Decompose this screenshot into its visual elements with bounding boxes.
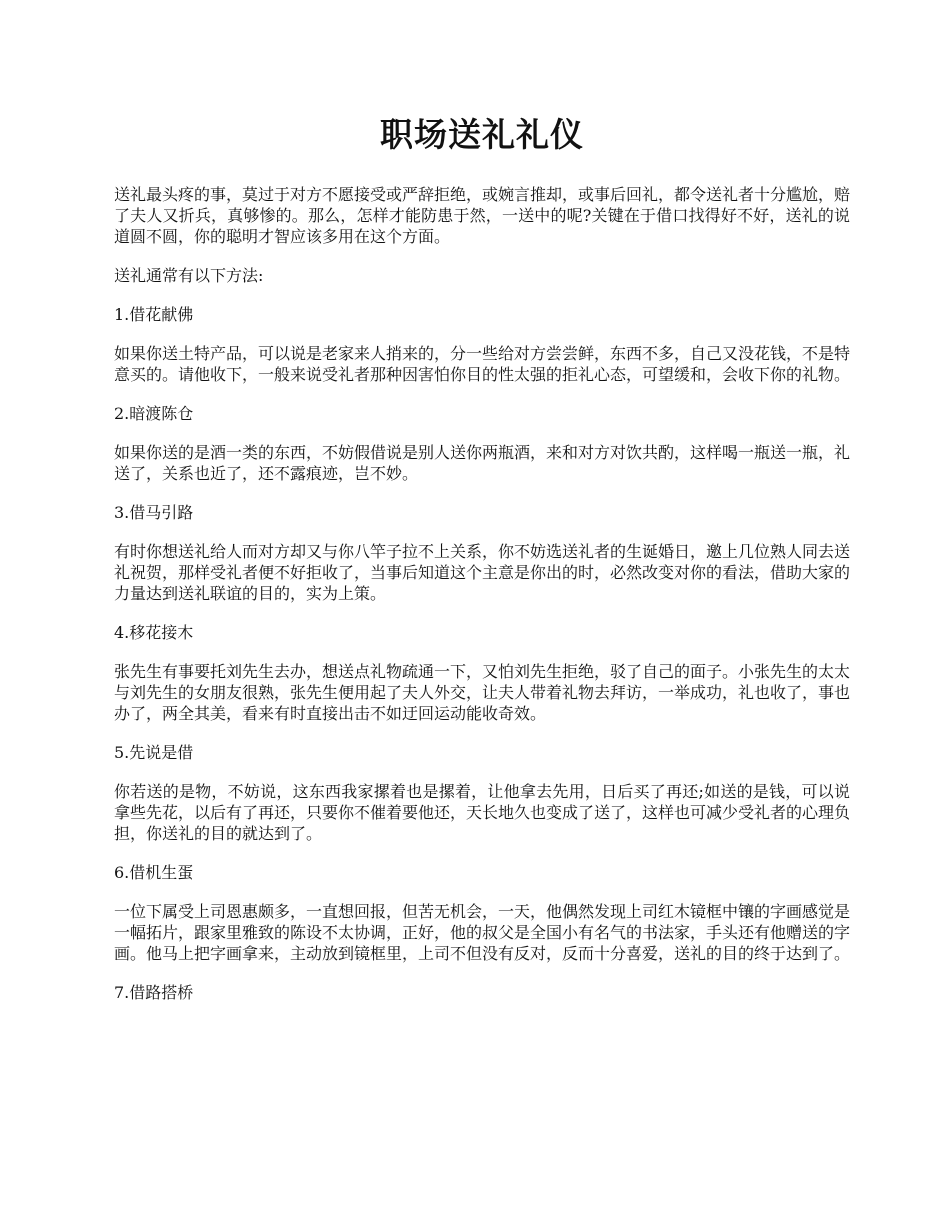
section-body: 有时你想送礼给人而对方却又与你八竿子拉不上关系，你不妨选送礼者的生诞婚日，邀上几位熟人同去送礼祝贺，那样受礼者便不好拒收了，当事后知道这个主意是你出的时，必然改变对你的看法，借助大家的力量达到送礼联谊的目的，实为上策。 bbox=[114, 542, 851, 603]
section-body: 张先生有事要托刘先生去办，想送点礼物疏通一下，又怕刘先生拒绝，驳了自己的面子。小张先生的太太与刘先生的女朋友很熟，张先生便用起了夫人外交，让夫人带着礼物去拜访，一举成功，礼也收了，事也办了，两全其美，看来有时直接出击不如迂回运动能收奇效。 bbox=[114, 662, 851, 723]
section-body: 如果你送的是酒一类的东西，不妨假借说是别人送你两瓶酒，来和对方对饮共酌，这样喝一瓶送一瓶，礼送了，关系也近了，还不露痕迹，岂不妙。 bbox=[114, 443, 851, 483]
document-title: 职场送礼礼仪 bbox=[380, 115, 584, 154]
section-heading: 6.借机生蛋 bbox=[114, 863, 194, 882]
methods-intro: 送礼通常有以下方法: bbox=[114, 266, 264, 285]
intro-paragraph: 送礼最头疼的事，莫过于对方不愿接受或严辞拒绝，或婉言推却，或事后回礼，都令送礼者十分尴尬，赔了夫人又折兵，真够惨的。那么，怎样才能防患于然，一送中的呢?关键在于借口找得好不好，送礼的说道圆不圆，你的聪明才智应该多用在这个方面。 bbox=[114, 185, 851, 246]
section-body: 你若送的是物，不妨说，这东西我家摞着也是摞着，让他拿去先用，日后买了再还;如送的是钱，可以说拿些先花，以后有了再还，只要你不催着要他还，天长地久也变成了送了，这样也可减少受礼者的心理负担，你送礼的目的就达到了。 bbox=[114, 782, 851, 843]
section-heading: 3.借马引路 bbox=[114, 503, 194, 522]
section-heading: 7.借路搭桥 bbox=[114, 983, 194, 1002]
section-body: 一位下属受上司恩惠颇多，一直想回报，但苦无机会，一天，他偶然发现上司红木镜框中镶的字画感觉是一幅拓片，跟家里雅致的陈设不太协调，正好，他的叔父是全国小有名气的书法家，手头还有他赠送的字画。他马上把字画拿来，主动放到镜框里，上司不但没有反对，反而十分喜爱，送礼的目的终于达到了。 bbox=[114, 902, 851, 963]
section-heading: 4.移花接木 bbox=[114, 623, 194, 642]
section-body: 如果你送土特产品，可以说是老家来人捎来的，分一些给对方尝尝鲜，东西不多，自己又没花钱，不是特意买的。请他收下，一般来说受礼者那种因害怕你目的性太强的拒礼心态，可望缓和，会收下你的礼物。 bbox=[114, 344, 851, 384]
section-heading: 2.暗渡陈仓 bbox=[114, 404, 194, 423]
section-heading: 1.借花献佛 bbox=[114, 305, 194, 324]
section-heading: 5.先说是借 bbox=[114, 743, 194, 762]
